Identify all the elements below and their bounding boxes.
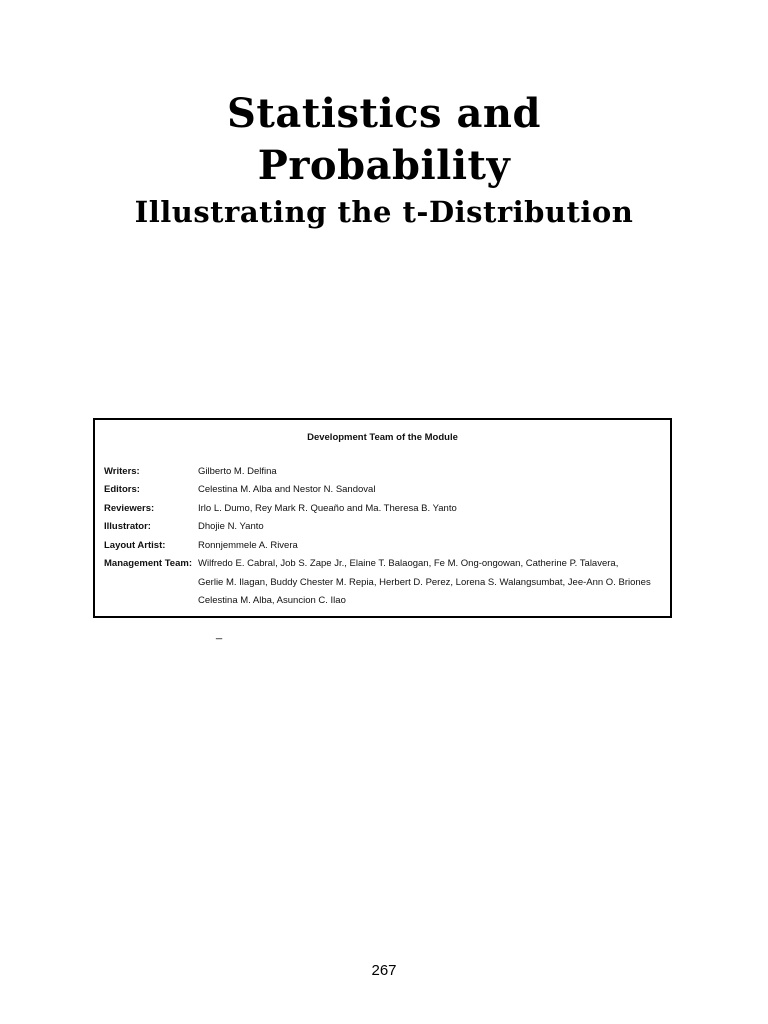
team-row-value: Irlo L. Dumo, Rey Mark R. Queaño and Ma. Theresa B. Yanto <box>198 502 457 514</box>
development-team-heading: Development Team of the Module <box>307 432 458 443</box>
team-row-label: Editors: <box>104 484 140 496</box>
document-title-line-1: Statistics and <box>227 90 541 137</box>
page-number: 267 <box>371 962 397 979</box>
document-title-line-2: Probability <box>257 142 511 189</box>
team-row-value: Celestina M. Alba, Asuncion C. Ilao <box>198 595 346 607</box>
team-row-management-team-continued <box>104 592 662 611</box>
team-row-writers <box>104 462 662 481</box>
team-row-reviewers <box>104 499 662 518</box>
title-block <box>0 88 768 230</box>
document-subtitle: Illustrating the t-Distribution <box>134 195 634 229</box>
team-row-value: Celestina M. Alba and Nestor N. Sandoval <box>198 484 376 496</box>
team-row-label: Reviewers: <box>104 502 155 514</box>
team-row-management-team <box>104 555 662 574</box>
team-row-label: Illustrator: <box>104 521 151 533</box>
team-row-layout-artist <box>104 536 662 555</box>
team-row-value: Gerlie M. Ilagan, Buddy Chester M. Repia, Herbert D. Perez, Lorena S. Walangsumbat, Jee-Ann O. Briones <box>198 576 651 588</box>
team-row-management-team-continued <box>104 573 662 592</box>
stray-mark: _ <box>216 628 223 640</box>
development-team-box <box>93 418 672 618</box>
team-row-value: Ronnjemmele A. Rivera <box>198 539 298 551</box>
team-row-value: Wilfredo E. Cabral, Job S. Zape Jr., Elaine T. Balaogan, Fe M. Ong-ongowan, Catherine P. Talavera, <box>198 558 619 570</box>
team-row-label: Management Team: <box>104 558 192 570</box>
team-row-label: Writers: <box>104 465 140 477</box>
team-row-value: Gilberto M. Delfina <box>198 465 277 477</box>
team-row-illustrator <box>104 518 662 537</box>
team-row-label: Layout Artist: <box>104 539 166 551</box>
team-row-value: Dhojie N. Yanto <box>198 521 264 533</box>
development-team-rows <box>104 462 662 610</box>
team-row-editors <box>104 481 662 500</box>
